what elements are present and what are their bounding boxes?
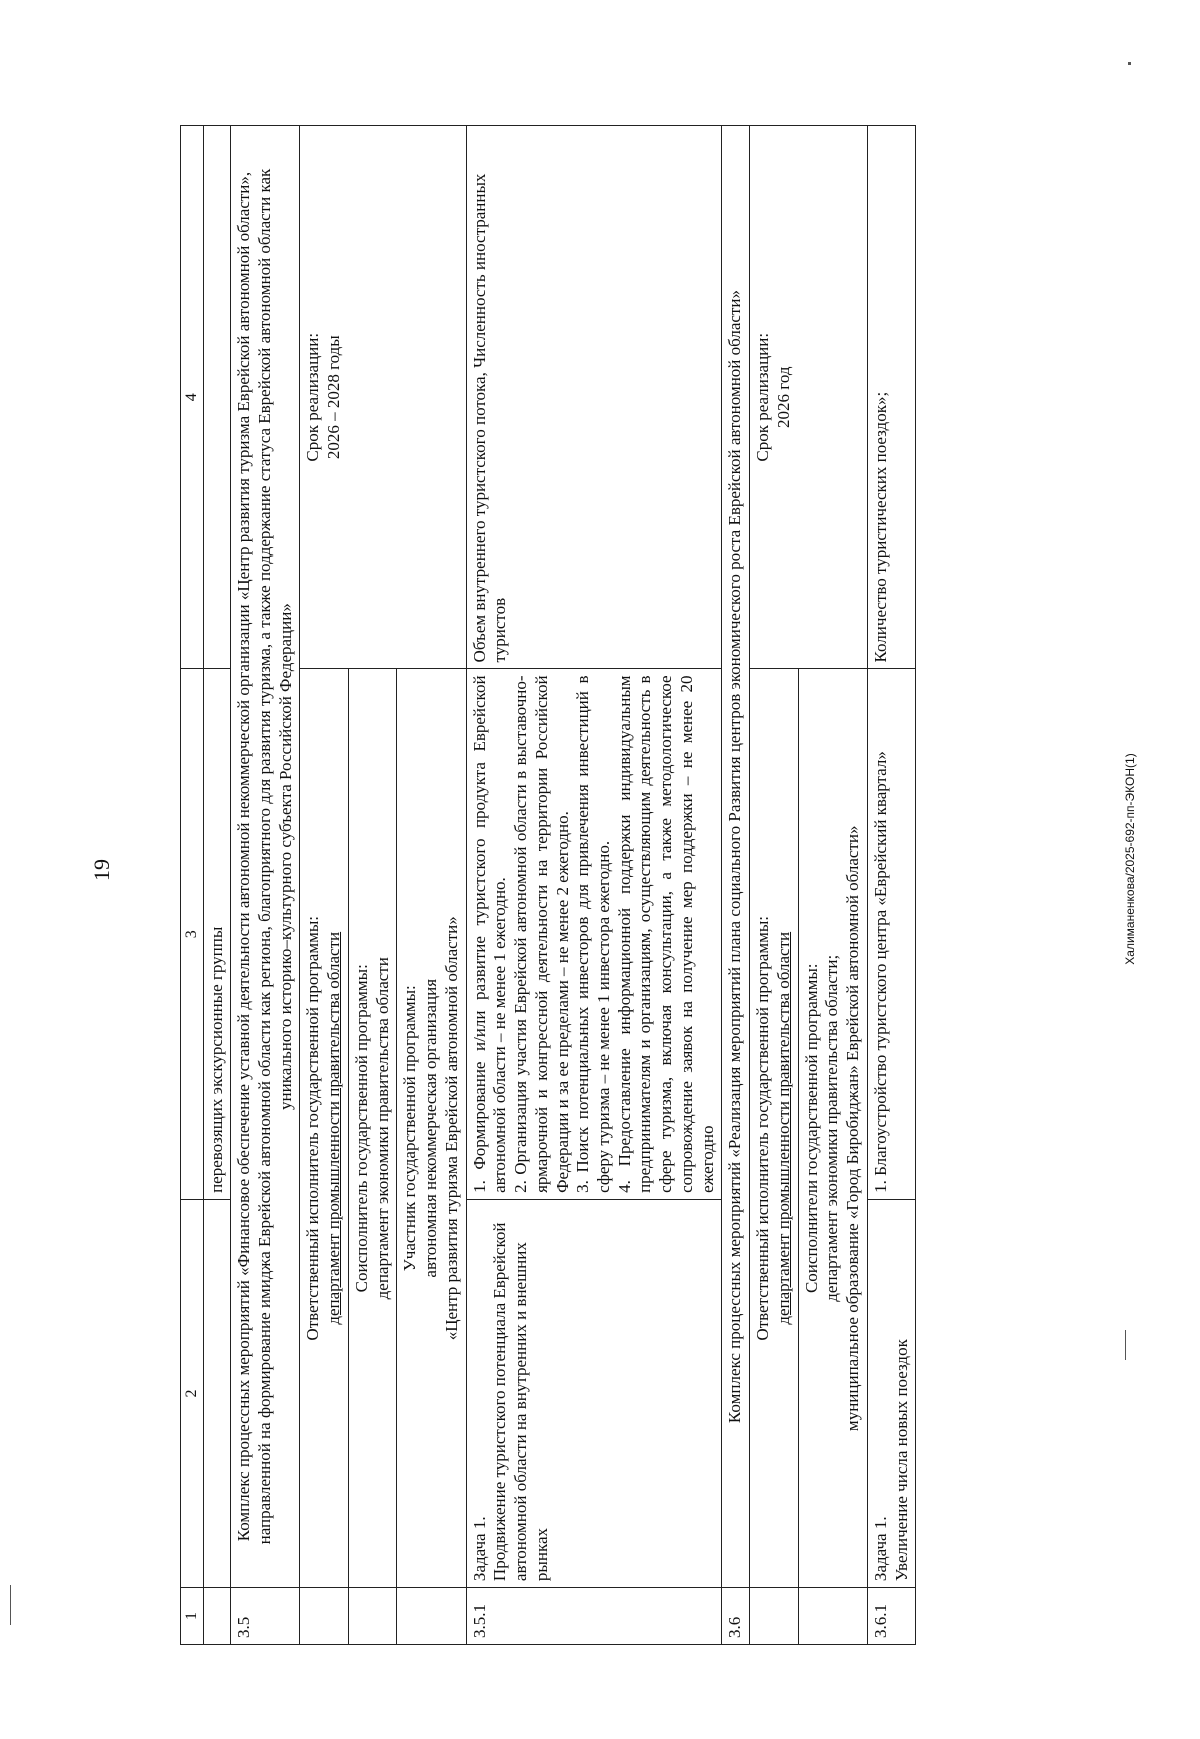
task-text: Увеличение числа новых поездок (891, 1339, 911, 1582)
task-label: Задача 1. (469, 1516, 489, 1582)
responsible-executor-label: Ответственный исполнитель государственной программы: (753, 915, 773, 1341)
responsible-executor-value: департамент промышленности правительства области (324, 931, 344, 1325)
result-item: 3. Поиск потенциальных инвесторов для привлечения инвестиций в сферу туризма – не менее 1 инвестора ежегодно. (573, 675, 613, 1193)
co-executor-cell (348, 669, 396, 1588)
responsible-executor-cell (750, 669, 798, 1588)
table-row (466, 126, 722, 1645)
co-executor-cell (798, 669, 867, 1588)
header-col-3: 3 (181, 669, 204, 1199)
table-row (750, 126, 798, 1645)
responsible-executor-value: департамент промышленности правительства области (773, 931, 793, 1325)
participant-label: Участник государственной программы: (400, 985, 420, 1272)
result-cell: 1. Благоустройство туристского центра «Еврейский квартал» (867, 669, 915, 1199)
co-executor-label: Соисполнитель государственной программы: (351, 964, 371, 1293)
term-cell (300, 126, 466, 669)
task-cell (867, 1199, 915, 1587)
indicators-cell: Объем внутреннего туристского потока, Численность иностранных туристов (466, 126, 722, 669)
co-executor-label: Соисполнители государственной программы: (801, 963, 821, 1294)
term-cell (750, 126, 868, 669)
participant-line-1: автономная некоммерческая организация (421, 978, 441, 1278)
row-number: 3.5 (231, 1588, 300, 1645)
scan-edge-mark (1128, 62, 1131, 65)
header-col-1: 1 (181, 1588, 204, 1645)
indicator-cell: Количество туристических поездок»; (867, 126, 915, 669)
page-number: 19 (89, 859, 114, 881)
table-row (300, 126, 348, 1645)
co-executor-value: департамент экономики правительства области (372, 957, 392, 1300)
continued-text: перевозящих экскурсионные группы (203, 669, 231, 1199)
table-row (231, 126, 300, 1645)
section-title: Комплекс процессных мероприятий «Реализация мероприятий плана социального Развития центров экономического роста Еврейской автономной области» (722, 126, 750, 1588)
rotated-table-container (180, 125, 1080, 1645)
results-cell (466, 669, 722, 1199)
table-row (203, 126, 231, 1645)
co-executor-value: департамент экономики правительства области; (822, 954, 842, 1302)
task-label: Задача 1. (870, 1516, 890, 1582)
section-title: Комплекс процессных мероприятий «Финансовое обеспечение уставной деятельности автономной некоммерческой организации «Центр развития туризма Еврейской автономной области», направленной на формирование имиджа Еврейской автономной области как региона, благоприятного для развития туризма, а также поддержание статуса Еврейской автономной области как уникального историко–культурного субъекта Российской Федерации» (231, 126, 300, 1588)
term-value: 2026 год (773, 366, 793, 428)
table-row (867, 126, 915, 1645)
row-number: 3.6 (722, 1588, 750, 1645)
term-value: 2026 – 2028 годы (324, 335, 344, 460)
row-number: 3.6.1 (867, 1588, 915, 1645)
table-header-row (181, 126, 204, 1645)
program-table (180, 125, 916, 1645)
municipal-participant: муниципальное образование «Город Биробиджан» Еврейской автономной области» (843, 825, 863, 1432)
term-label: Срок реализации: (303, 332, 323, 462)
row-number: 3.5.1 (466, 1588, 722, 1645)
header-col-4: 4 (181, 126, 204, 669)
table-row (722, 126, 750, 1645)
responsible-executor-cell (300, 669, 348, 1588)
result-item: 1. Формирование и/или развитие туристского продукта Еврейской автономной области – не менее 1 ежегодно. (469, 675, 510, 1193)
term-label: Срок реализации: (753, 332, 773, 462)
result-item: 2. Организация участия Еврейской автономной области в выставочно-ярмарочной и конгрессной деятельности на территории Российской Федерации и за ее пределами – не менее 2 ежегодно. (511, 675, 572, 1193)
footer-document-code: Халиманенкова/2025-692-пп-ЭКОН(1) (1123, 753, 1137, 965)
result-item: 4. Предоставление информационной поддержки индивидуальным предпринимателям и организациям, осуществляющим деятельность в сфере туризма, включая консультации, а также методологическое сопровождение заявок на получение мер поддержки – не менее 20 ежегодно (614, 675, 717, 1193)
participant-cell (397, 669, 466, 1588)
responsible-executor-label: Ответственный исполнитель государственной программы: (303, 915, 323, 1341)
scan-edge-mark (10, 1585, 11, 1625)
participant-line-2: «Центр развития туризма Еврейской автономной области» (441, 916, 461, 1341)
task-text: Продвижение туристского потенциала Еврейской автономной области на внутренних и внешних рынках (490, 1222, 551, 1582)
header-col-2: 2 (181, 1199, 204, 1587)
scan-edge-mark (1125, 1330, 1126, 1360)
task-cell (466, 1199, 722, 1587)
